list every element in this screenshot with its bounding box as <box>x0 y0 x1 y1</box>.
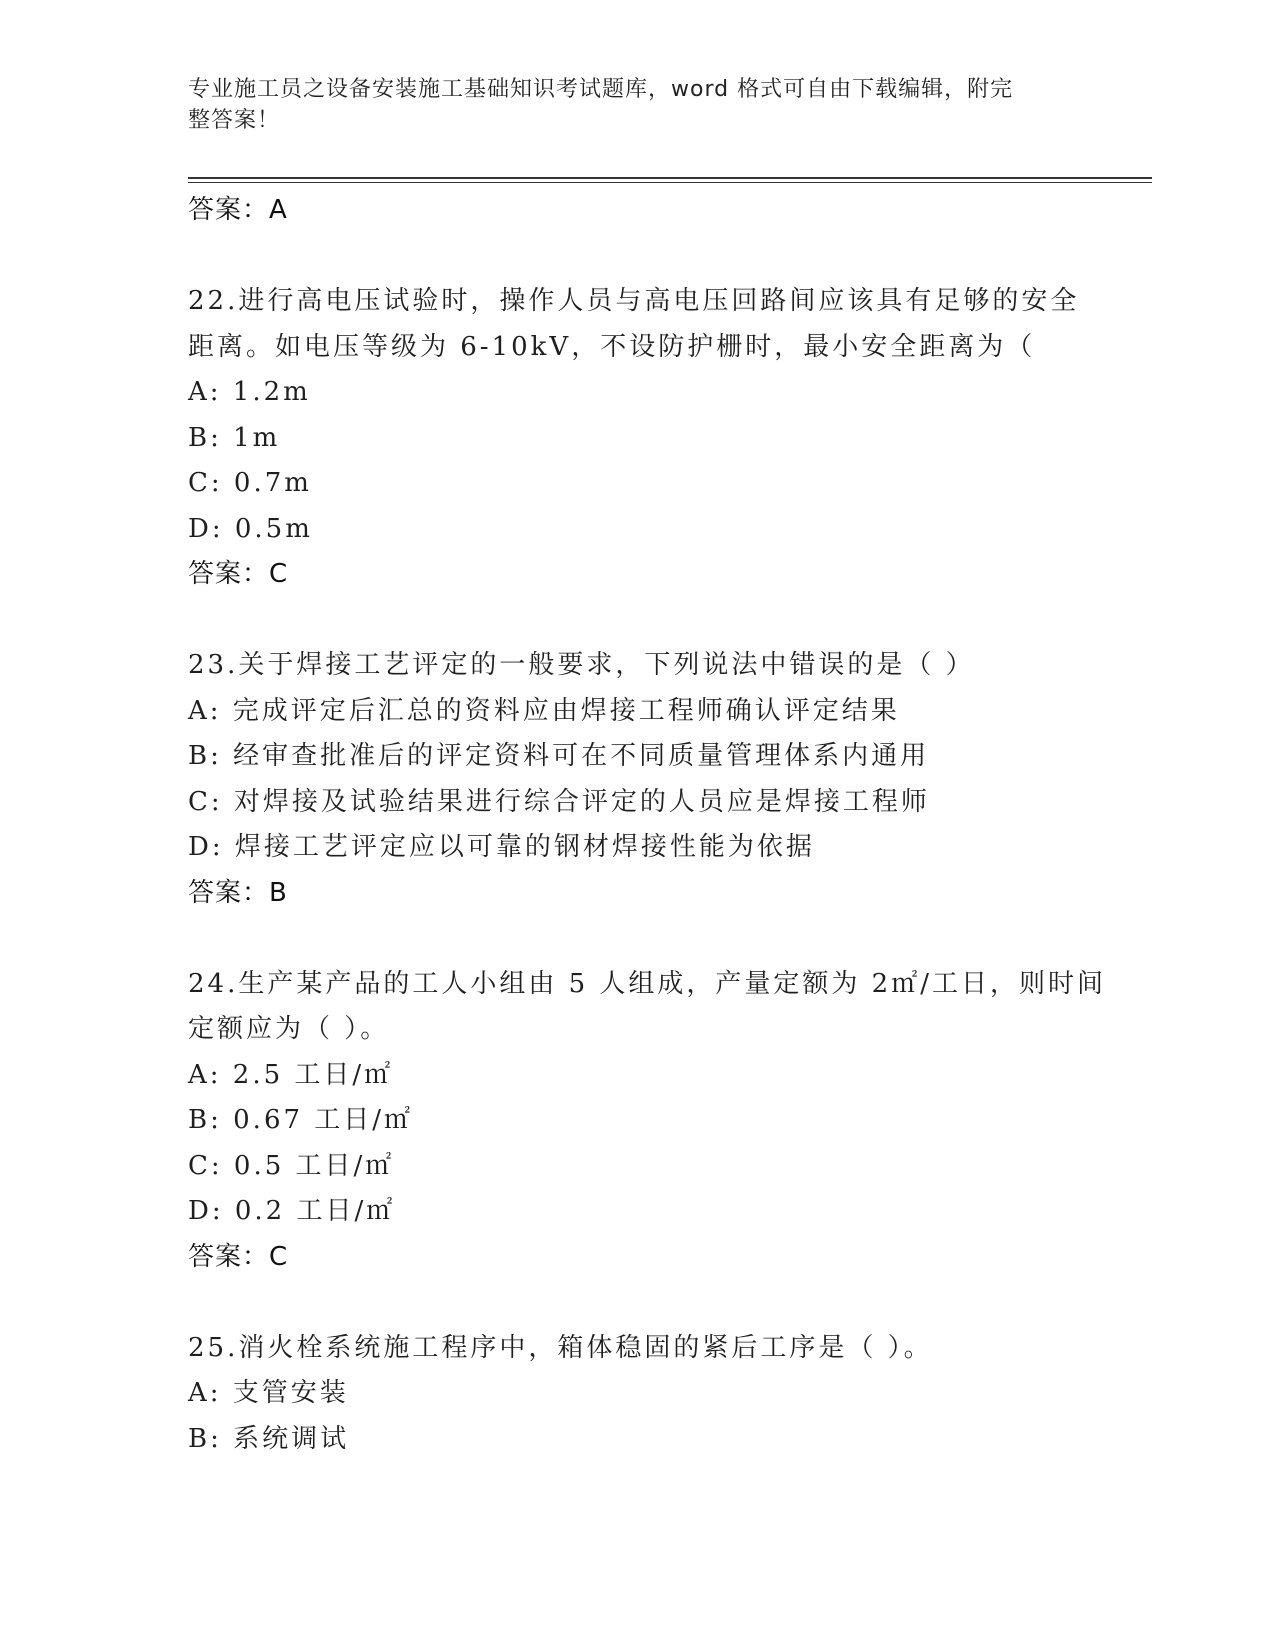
option-b: B: 1m <box>188 422 281 453</box>
header-line-1: 专业施工员之设备安装施工基础知识考试题库，word 格式可自由下载编辑，附完 <box>188 77 1014 102</box>
question-stem: 24.生产某产品的工人小组由 5 人组成，产量定额为 2㎡/工日，则时间 <box>188 968 1106 999</box>
option-c: C: 对焊接及试验结果进行综合评定的人员应是焊接工程师 <box>188 786 930 817</box>
option-a: A: 2.5 工日/㎡ <box>188 1059 394 1090</box>
option-b: B: 0.67 工日/㎡ <box>188 1105 414 1135</box>
option-d: D: 0.5m <box>188 513 313 544</box>
document-header <box>188 74 1068 136</box>
question-stem: 定额应为（ ）。 <box>188 1014 390 1044</box>
answer: 答案：B <box>188 877 288 908</box>
question-stem: 23.关于焊接工艺评定的一般要求，下列说法中错误的是（ ） <box>188 650 975 680</box>
option-d: D: 焊接工艺评定应以可靠的钢材焊接性能为依据 <box>188 832 815 862</box>
header-line-2: 整答案！ <box>188 108 281 133</box>
question-list <box>188 188 1106 1462</box>
answer: 答案：C <box>188 1241 289 1272</box>
question-stem: 22.进行高电压试验时，操作人员与高电压回路间应该具有足够的安全 <box>188 286 1080 316</box>
question-stem: 25.消火栓系统施工程序中，箱体稳固的紧后工序是（ ）。 <box>188 1332 933 1363</box>
option-a: A: 完成评定后汇总的资料应由焊接工程师确认评定结果 <box>188 695 900 726</box>
spacer <box>188 598 1088 644</box>
option-d: D: 0.2 工日/㎡ <box>188 1196 396 1226</box>
question-22 <box>188 279 1088 598</box>
option-b: B: 系统调试 <box>188 1423 350 1454</box>
question-stem: 距离。如电压等级为 6-10kV，不设防护栅时，最小安全距离为（ <box>188 331 1036 362</box>
header-divider-top <box>188 177 1152 179</box>
question-25 <box>188 1326 1088 1463</box>
option-b: B: 经审查批准后的评定资料可在不同质量管理体系内通用 <box>188 741 930 771</box>
option-a: A: 支管安装 <box>188 1378 349 1408</box>
answer: 答案：C <box>188 559 289 589</box>
header-divider-bottom <box>188 182 1152 183</box>
option-c: C: 0.7m <box>188 468 312 498</box>
question-23 <box>188 643 1088 916</box>
spacer <box>188 1280 1088 1326</box>
previous-answer: 答案：A <box>188 195 288 225</box>
spacer <box>188 916 1088 962</box>
option-a: A: 1.2m <box>188 377 311 407</box>
question-24 <box>188 962 1106 1281</box>
spacer <box>188 234 1088 280</box>
option-c: C: 0.5 工日/㎡ <box>188 1150 395 1181</box>
